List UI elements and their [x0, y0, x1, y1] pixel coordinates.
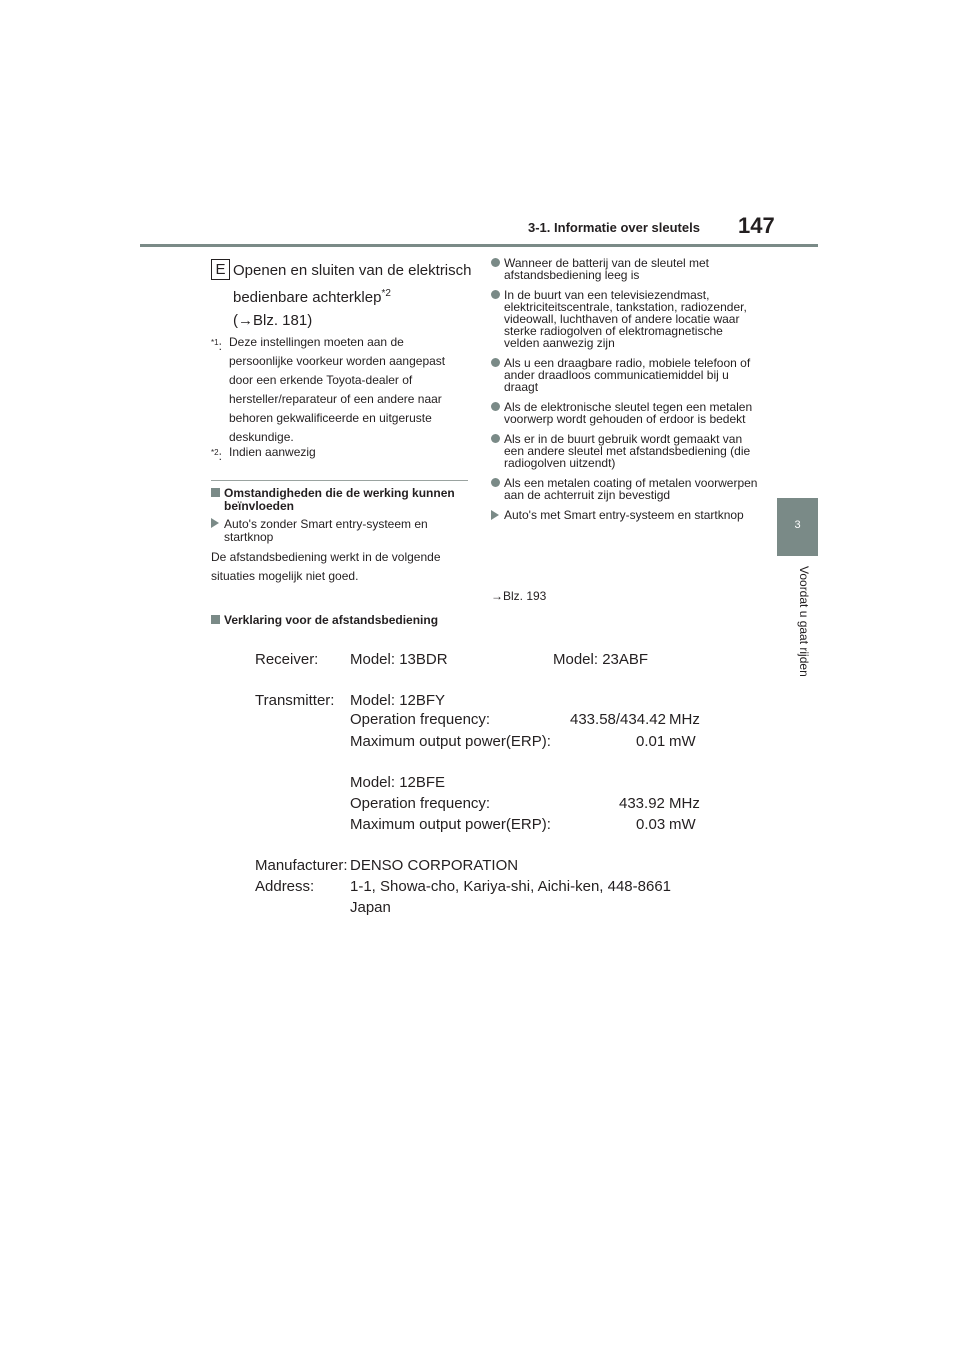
- footnote-2: $^{*2}$: Indien aanwezig: [211, 443, 471, 466]
- footnote-1: $^{*1}$: Deze instellingen moeten aan de persoonlijke voorkeur worden aangepast door een erkende Toyota-dealer of hersteller/reparateur of een andere naar behoren gekwalificeerde en uitgeruste deskundige.: [211, 333, 471, 447]
- receiver-label: Receiver:: [255, 651, 319, 668]
- item-marker: E: [211, 259, 230, 280]
- heading-ref: (→Blz. 181): [233, 312, 313, 329]
- transmitter1-freq: 433.58/434.42: [570, 711, 666, 728]
- body-paragraph: De afstandsbediening werkt in de volgende situaties mogelijk niet goed.: [211, 550, 441, 583]
- footnote-1-text: Deze instellingen moeten aan de persoonlijke voorkeur worden aangepast door een erkende Toyota-dealer of hersteller/reparateur of een andere naar behoren gekwalificeerde en uitgeruste deskundige.: [229, 335, 446, 444]
- conditions-list: [491, 257, 761, 521]
- bullet-icon: [491, 258, 500, 267]
- sub-heading-smart-entry: Auto's met Smart entry-systeem en startknop: [491, 509, 761, 521]
- page-reference: →Blz. 193: [491, 589, 547, 603]
- transmitter1-power-label: Maximum output power(ERP):: [350, 733, 551, 750]
- bullet-icon: [491, 290, 500, 299]
- transmitter1-model: Model: 12BFY: [350, 692, 446, 709]
- heading-line1: Openen en sluiten van de elektrisch: [233, 262, 472, 279]
- transmitter1-power: 0.01: [636, 733, 666, 750]
- transmitter2-freq: 433.92: [619, 795, 665, 812]
- transmitter1-power-unit: mW: [669, 733, 696, 750]
- transmitter1-freq-label: Operation frequency:: [350, 711, 491, 728]
- transmitter-label: Transmitter:: [255, 692, 335, 709]
- manufacturer-label: Manufacturer:: [255, 857, 348, 874]
- square-bullet-icon: [211, 615, 220, 624]
- address-line2: Japan: [350, 899, 391, 916]
- transmitter2-power: 0.03: [636, 816, 666, 833]
- list-item: Als een metalen coating of metalen voorwerpen aan de achterruit zijn bevestigd: [491, 477, 761, 501]
- transmitter2-power-unit: mW: [669, 816, 696, 833]
- chapter-number: 3: [794, 519, 801, 531]
- transmitter2-power-label: Maximum output power(ERP):: [350, 816, 551, 833]
- bullet-icon: [491, 402, 500, 411]
- triangle-bullet-icon: [211, 518, 219, 528]
- square-bullet-icon: [211, 488, 220, 497]
- bullet-icon: [491, 434, 500, 443]
- transmitter2-freq-unit: MHz: [669, 795, 700, 812]
- bullet-icon: [491, 478, 500, 487]
- footnote-2-text: Indien aanwezig: [229, 445, 316, 459]
- list-item: Als u een draagbare radio, mobiele telefoon of ander draadloos communicatiemiddel bij u draagt: [491, 357, 761, 393]
- address-label: Address:: [255, 878, 315, 895]
- manufacturer-name: DENSO CORPORATION: [350, 857, 519, 874]
- section-title: 3-1. Informatie over sleutels: [528, 220, 700, 235]
- transmitter2-freq-label: Operation frequency:: [350, 795, 491, 812]
- header-divider: [140, 244, 818, 247]
- sub-heading: Auto's zonder Smart entry-systeem en startknop: [211, 518, 471, 544]
- list-item: Wanneer de batterij van de sleutel met afstandsbediening leeg is: [491, 257, 761, 281]
- list-item: Als de elektronische sleutel tegen een metalen voorwerp wordt gehouden of erdoor is bedekt: [491, 401, 761, 425]
- section-divider: [211, 480, 468, 481]
- bullet-icon: [491, 358, 500, 367]
- receiver-model1: Model: 13BDR: [350, 651, 448, 668]
- page-number: 147: [738, 213, 775, 238]
- section-heading-declaration: Verklaring voor de afstandsbediening: [211, 614, 471, 627]
- heading-line2: bedienbare achterklep$^{*2}$: [233, 288, 391, 306]
- chapter-label: Voordat u gaat rijden: [797, 566, 811, 677]
- heading-sup: *2: [381, 288, 391, 299]
- triangle-bullet-icon: [491, 510, 499, 520]
- transmitter1-freq-unit: MHz: [669, 711, 700, 728]
- section-heading-conditions: Omstandigheden die de werking kunnen beïnvloeden: [211, 487, 471, 513]
- address-line1: 1-1, Showa-cho, Kariya-shi, Aichi-ken, 448-8661: [350, 878, 672, 895]
- transmitter2-model: Model: 12BFE: [350, 774, 446, 791]
- list-item: In de buurt van een televisiezendmast, elektriciteitscentrale, tankstation, radiozender, videowall, luchthaven of andere locatie waar sterke radiogolven of elektromagnetische velden aanwezig zijn: [491, 289, 761, 349]
- item-heading: [233, 259, 478, 332]
- list-item: Als er in de buurt gebruik wordt gemaakt van een andere sleutel met afstandsbediening (die radiogolven uitzendt): [491, 433, 761, 469]
- receiver-model2: Model: 23ABF: [553, 651, 649, 668]
